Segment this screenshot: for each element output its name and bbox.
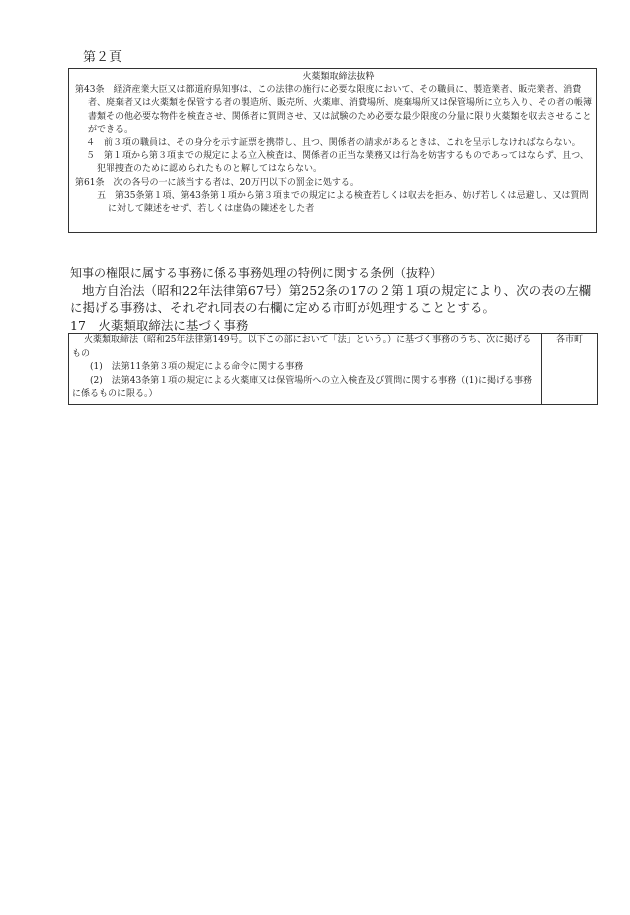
ordinance-body-text: 地方自治法（昭和22年法律第67号）第252条の17の２第１項の規定により、次の表の左欄に掲げる事務は、それぞれ同表の右欄に定める市町が処理することとする。 xyxy=(70,283,592,315)
article-43-paragraph-4: ４ 前３項の職員は、その身分を示す証票を携帯し、且つ、関係者の請求があるときは、これを呈示しなければならない。 xyxy=(86,138,581,149)
ordinance-title: 知事の権限に属する事務に係る事務処理の特例に関する条例（抜粋） xyxy=(70,266,443,280)
affairs-lead: 火薬類取締法（昭和25年法律第149号。以下この部において「法」という。）に基づく事務のうち、次に掲げるもの xyxy=(72,335,532,359)
affairs-item-2: (2) 法第43条第１項の規定による火薬庫又は保管場所への立入検査及び質問に関する事務（(1)に掲げる事務に係るものに限る。） xyxy=(72,375,532,400)
page-number: 第２頁 xyxy=(83,50,123,65)
excerpt-title: 火薬類取締法抜粋 xyxy=(302,72,375,82)
law-excerpt-box xyxy=(68,68,597,233)
affairs-left-cell xyxy=(69,334,542,404)
article-61-item-5: 五 第35条第１項、第43条第１項から第３項までの規定による検査若しくは収去を拒み、妨げ若しくは忌避し、又は質問に対して陳述をせず、若しくは虚偽の陳述をした者 xyxy=(97,190,589,215)
section-17-heading: 17 火薬類取締法に基づく事務 xyxy=(70,318,249,333)
affairs-item-1: (1) 法第11条第３項の規定による命令に関する事務 xyxy=(90,362,304,373)
article-43: 第43条 経済産業大臣又は都道府県知事は、この法律の施行に必要な限度において、その職員に、製造業者、販売業者、消費者、廃棄者又は火薬類を保管する者の製造所、販売所、火薬庫、消費場所、廃棄場所又は保管場所に立ち入り、その者の帳簿書類その他必要な物件を検査させ、関係者に質問させ、又は試験のため必要な最少限度の分量に限り火薬類を収去させることができる。 xyxy=(75,85,593,135)
affairs-table xyxy=(68,333,598,405)
affairs-right-cell: 各市町 xyxy=(555,335,583,345)
ordinance-body xyxy=(70,282,600,316)
article-43-paragraph-5: ５ 第１項から第３項までの規定による立入検査は、関係者の正当な業務又は行為を妨害するものであってはならず、且つ、犯罪捜査のために認められたものと解してはならない。 xyxy=(86,151,589,175)
article-61: 第61条 次の各号の一に該当する者は、20万円以下の罰金に処する。 xyxy=(75,177,359,188)
